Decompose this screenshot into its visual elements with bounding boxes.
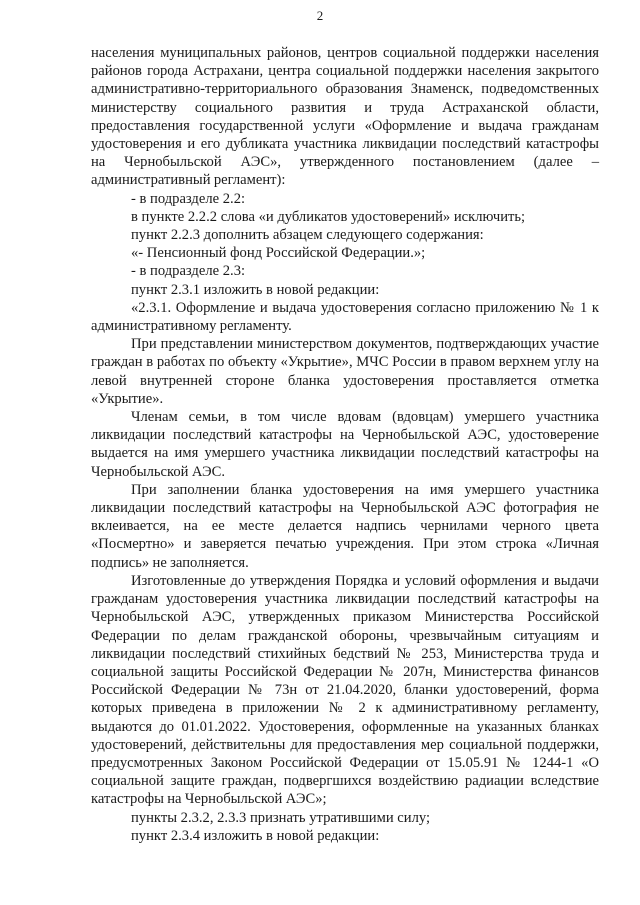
document-body xyxy=(91,44,599,845)
paragraph-points-void: пункты 2.3.2, 2.3.3 признать утратившими силу; xyxy=(131,809,431,826)
paragraph-family-members: Членам семьи, в том числе вдовам (вдовцам) умершего участника ликвидации последствий катастрофы на Чернобыльской АЭС, удостоверение выдается на имя умершего участника ликвидации последствий катастрофы на Чернобыльской АЭС. xyxy=(91,409,599,480)
paragraph-subsection-2-3: - в подразделе 2.3: xyxy=(131,263,246,280)
paragraph-point-2-2-2: в пункте 2.2.2 слова «и дубликатов удостоверений» исключить; xyxy=(131,208,526,225)
paragraph-subsection-2-2: - в подразделе 2.2: xyxy=(131,190,246,207)
page-number: 2 xyxy=(316,8,324,23)
paragraph-point-2-3-1: пункт 2.3.1 изложить в новой редакции: xyxy=(131,281,380,298)
paragraph-point-2-2-3: пункт 2.2.3 дополнить абзацем следующего содержания: xyxy=(131,227,484,244)
paragraph-old-blanks: Изготовленные до утверждения Порядка и условий оформления и выдачи гражданам удостоверения участника ликвидации последствий катастрофы на Чернобыльской АЭС, утвержденных приказом Министерства Российской Федерации по делам гражданской обороны, чрезвычайным ситуациям и ликвидации последствий стихийных бедствий № 253, Министерства труда и социальной защиты Российской Федерации № 207н, Министерства финансов Российской Федерации № 73н от 21.04.2020, бланки удостоверений, форма которых приведена в приложении № 2 к административному регламенту, выдаются до 01.01.2022. Удостоверения, оформленные на указанных бланках удостоверений, действительны для предоставления мер социальной поддержки, предусмотренных Законом Российской Федерации от 15.05.91 № 1244-1 «О социальной защите граждан, подвергшихся воздействию радиации вследствие катастрофы на Чернобыльской АЭС»; xyxy=(91,572,599,808)
paragraph-posthumous: При заполнении бланка удостоверения на имя умершего участника ликвидации последствий катастрофы на Чернобыльской АЭС фотография не вклеивается, на ее месте делается надпись чернилами черного цвета «Посмертно» и заверяется печатью учреждения. При этом строка «Личная подпись» не заполняется. xyxy=(91,481,599,571)
paragraph-2-3-1-text: «2.3.1. Оформление и выдача удостоверения согласно приложению № 1 к административному регламенту. xyxy=(91,299,599,335)
paragraph-point-2-3-4: пункт 2.3.4 изложить в новой редакции: xyxy=(131,827,380,844)
paragraph-ukrytie: При представлении министерством документов, подтверждающих участие граждан в работах по объекту «Укрытие», МЧС России в правом верхнем углу на левой внутренней стороне бланка удостоверения проставляется отметка «Укрытие». xyxy=(91,336,599,407)
paragraph-pension-fund: «- Пенсионный фонд Российской Федерации.»; xyxy=(131,245,426,262)
paragraph-continuation: населения муниципальных районов, центров социальной поддержки населения районов города Астрахани, центра социальной поддержки населения закрытого административно-территориального образования Знаменск, подведомственных министерству социального развития и труда Астраханской области, предоставления государственной услуги «Оформление и выдача гражданам удостоверения и его дубликата участника ликвидации последствий катастрофы на Чернобыльской АЭС», утвержденного постановлением (далее – административный регламент): xyxy=(91,45,599,189)
